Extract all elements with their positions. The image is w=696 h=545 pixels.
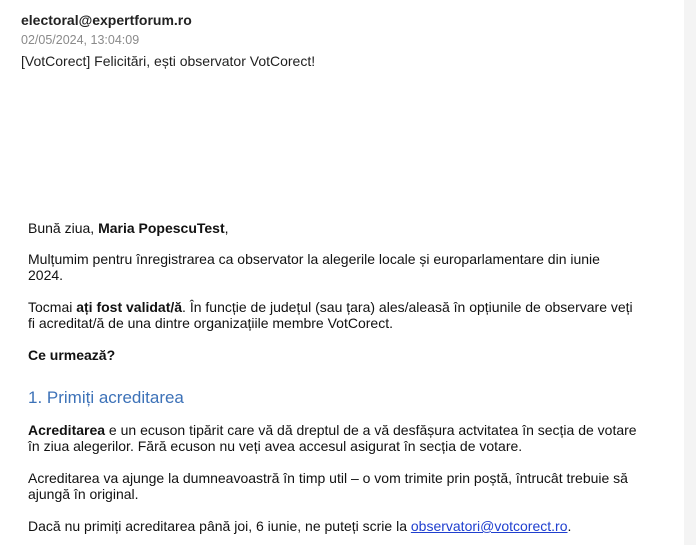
greeting-paragraph xyxy=(28,220,638,236)
recipient-name: Maria PopescuTest xyxy=(98,220,225,236)
validation-paragraph xyxy=(28,299,638,331)
email-header xyxy=(21,10,676,71)
contact-email-link[interactable]: observatori@votcorect.ro xyxy=(410,518,568,534)
contact-suffix: . xyxy=(567,518,572,534)
next-steps-heading xyxy=(28,347,638,363)
email-body xyxy=(28,220,638,545)
validation-suffix: . În funcție de județul (sau țara) ales/aleasă în opțiunile de observare veți fi acreditat/ă de una dintre organizațiile membre VotCorect. xyxy=(28,299,633,331)
greeting-prefix: Bună ziua, xyxy=(28,220,99,236)
delivery-paragraph: Acreditarea va ajunge la dumneavoastră în timp util – o vom trimite prin poștă, întrucât trebuie să ajungă în original. xyxy=(28,470,628,502)
section-title-accreditation: 1. Primiți acreditarea xyxy=(28,388,184,407)
scrollbar-track[interactable] xyxy=(684,0,696,545)
accreditation-bold: Acreditarea xyxy=(28,422,106,438)
thanks-paragraph: Mulțumim pentru înregistrarea ca observator la alegerile locale și europarlamentare din iunie 2024. xyxy=(28,251,600,283)
accreditation-paragraph xyxy=(28,422,638,454)
greeting-suffix: , xyxy=(224,220,229,236)
accreditation-text: e un ecuson tipărit care vă dă dreptul de a vă desfășura actvitatea în secția de votare în ziua alegerilor. Fără ecuson nu veți avea accesul asigurat în secția de votare. xyxy=(28,422,637,454)
validation-prefix: Tocmai xyxy=(28,299,77,315)
contact-paragraph xyxy=(28,518,638,534)
contact-prefix: Dacă nu primiți acreditarea până joi, 6 iunie, ne puteți scrie la xyxy=(28,518,411,534)
email-subject: [VotCorect] Felicitări, ești observator VotCorect! xyxy=(21,53,316,69)
email-date: 02/05/2024, 13:04:09 xyxy=(21,33,140,47)
next-steps-label: Ce urmează? xyxy=(28,347,116,363)
validation-bold: ați fost validat/ă xyxy=(76,299,183,315)
sender-address[interactable]: electoral@expertforum.ro xyxy=(21,12,192,28)
